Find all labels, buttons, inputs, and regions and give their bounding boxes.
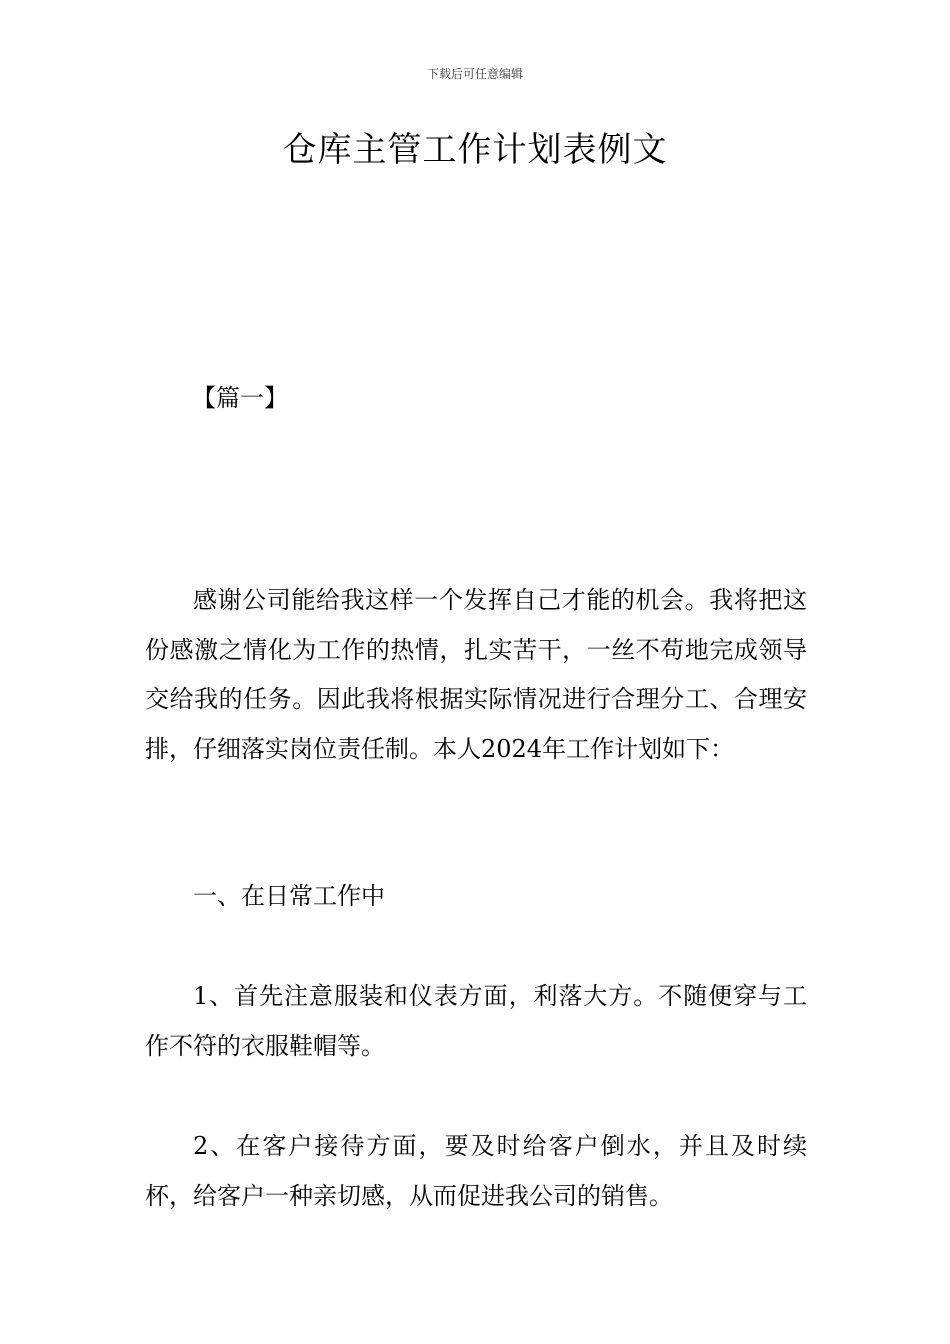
list-item: 1、首先注意服装和仪表方面，利落大方。不随便穿与工作不符的衣服鞋帽等。 [145,982,807,1060]
section-heading: 一、在日常工作中 [193,882,385,910]
intro-paragraph: 感谢公司能给我这样一个发挥自己才能的机会。我将把这份感激之情化为工作的热情，扎实苦干，一丝不苟地完成领导交给我的任务。因此我将根据实际情况进行合理分工、合理安排，仔细落实岗位责任制。本人2024年工作计划如下： [145,586,807,763]
header-note: 下载后可任意编辑 [426,67,523,81]
list-item: 2、在客户接待方面，要及时给客户倒水，并且及时续杯，给客户一种亲切感，从而促进我公司的销售。 [145,1132,807,1210]
page-title: 仓库主管工作计划表例文 [282,130,668,170]
section-label: 【篇一】 [192,384,288,412]
